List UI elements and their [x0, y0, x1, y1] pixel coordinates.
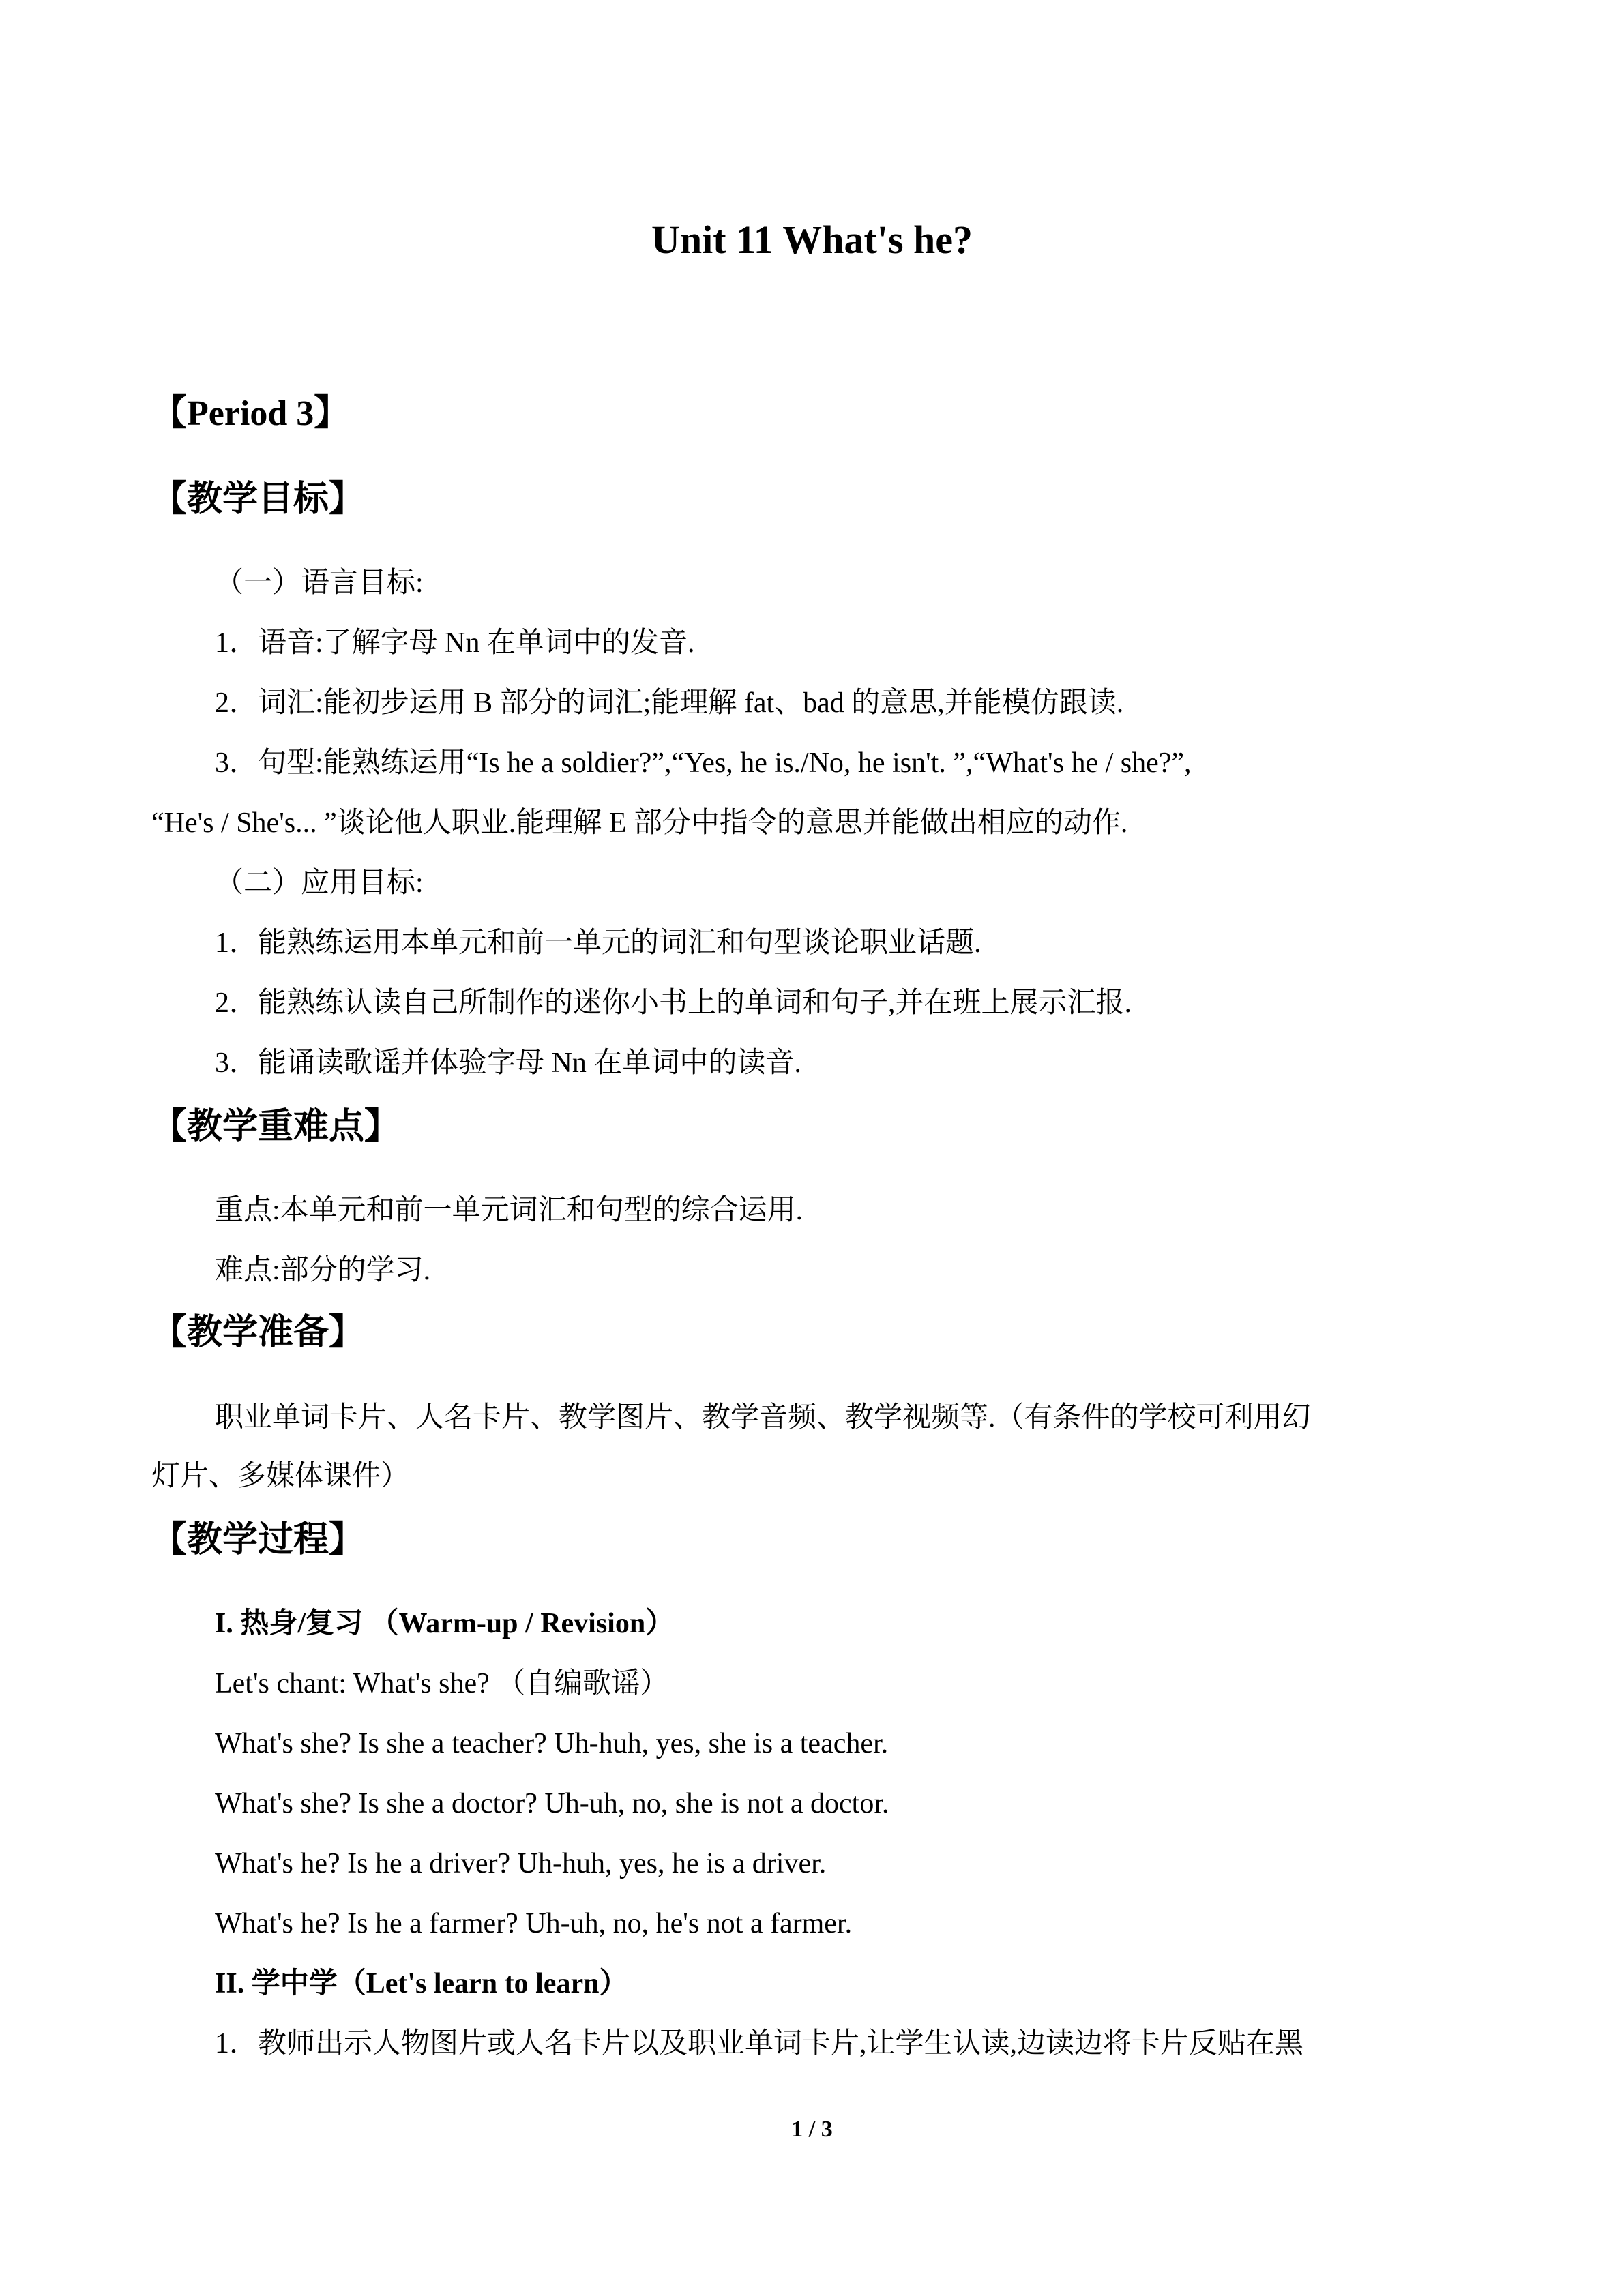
objective-item: 3．句型:能熟练运用“Is he a soldier?”,“Yes, he is./No, he isn't. ”,“What's he / she?”,	[215, 747, 1192, 779]
key-point-difficulty: 难点:部分的学习.	[215, 1255, 431, 1286]
process-heading: 【教学过程】	[151, 1521, 365, 1560]
objective-item: 1．语音:了解字母 Nn 在单词中的发音.	[215, 627, 695, 659]
page-number: 1 / 3	[791, 2117, 833, 2142]
chant-intro: Let's chant: What's she? （自编歌谣）	[215, 1668, 669, 1699]
learn-step: 1．教师出示人物图片或人名卡片以及职业单词卡片,让学生认读,边读边将卡片反贴在黑	[215, 2028, 1304, 2059]
key-points-heading: 【教学重难点】	[151, 1107, 400, 1146]
chant-line: What's he? Is he a driver? Uh-huh, yes, he is a driver.	[215, 1848, 827, 1879]
application-objectives-label: （二）应用目标:	[215, 867, 424, 899]
period-heading: 【Period 3】	[151, 394, 350, 433]
objective-item: 1．能熟练运用本单元和前一单元的词汇和句型谈论职业话题.	[215, 927, 981, 959]
chant-line: What's he? Is he a farmer? Uh-uh, no, he's not a farmer.	[215, 1908, 853, 1939]
chant-line: What's she? Is she a teacher? Uh-huh, yes, she is a teacher.	[215, 1728, 889, 1759]
objective-item: 2．词汇:能初步运用 B 部分的词汇;能理解 fat、bad 的意思,并能模仿跟读.	[215, 687, 1124, 719]
objective-item: 3．能诵读歌谣并体验字母 Nn 在单词中的读音.	[215, 1047, 801, 1079]
language-objectives-label: （一）语言目标:	[215, 567, 424, 599]
preparation-line: 职业单词卡片、人名卡片、教学图片、教学音频、教学视频等.（有条件的学校可利用幻	[215, 1402, 1311, 1433]
preparation-heading: 【教学准备】	[151, 1313, 365, 1352]
preparation-line: 灯片、多媒体课件）	[151, 1461, 410, 1492]
objective-item: 2．能熟练认读自己所制作的迷你小书上的单词和句子,并在班上展示汇报.	[215, 987, 1132, 1019]
objective-item-continued: “He's / She's... ”谈论他人职业.能理解 E 部分中指令的意思并能做出相应的动作.	[151, 807, 1128, 839]
learn-label: II. 学中学（Let's learn to learn）	[215, 1968, 628, 1999]
key-point-focus: 重点:本单元和前一单元词汇和句型的综合运用.	[215, 1195, 803, 1226]
warmup-label: I. 热身/复习 （Warm-up / Revision）	[215, 1608, 675, 1639]
document-title: Unit 11 What's he?	[651, 218, 973, 262]
chant-line: What's she? Is she a doctor? Uh-uh, no, she is not a doctor.	[215, 1788, 889, 1819]
objectives-heading: 【教学目标】	[151, 480, 365, 519]
